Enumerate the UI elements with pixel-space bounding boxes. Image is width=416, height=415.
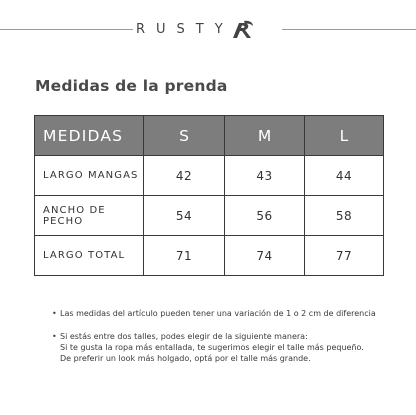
- cell-value: 54: [144, 196, 225, 236]
- cell-value: 77: [305, 236, 384, 276]
- cell-value: 42: [144, 156, 225, 196]
- brand-name: RUSTY: [136, 22, 234, 37]
- bullet-icon: •: [52, 309, 57, 318]
- table-header-row: [35, 116, 384, 156]
- column-header-size-m: M: [225, 116, 305, 156]
- cell-value: 43: [225, 156, 305, 196]
- cell-value: 71: [144, 236, 225, 276]
- column-header-size-s: S: [144, 116, 225, 156]
- bullet-icon: •: [52, 332, 57, 341]
- cell-value: 74: [225, 236, 305, 276]
- size-notes: [52, 308, 402, 376]
- header-rule-left: [0, 29, 133, 30]
- cell-value: 44: [305, 156, 384, 196]
- column-header-measures: MEDIDAS: [35, 116, 144, 156]
- cell-value: 56: [225, 196, 305, 236]
- section-title: Medidas de la prenda: [35, 77, 228, 95]
- rusty-r-logo-icon: [230, 20, 254, 40]
- note-text: De preferir un look más holgado, optá por el talle más grande.: [60, 354, 311, 363]
- table-row-chest-width: [35, 196, 384, 236]
- table-row-total-length: [35, 236, 384, 276]
- note-text: Las medidas del artículo pueden tener una variación de 1 o 2 cm de diferencia: [60, 309, 376, 318]
- note-text: Si te gusta la ropa más entallada, te sugerimos elegir el talle más pequeño.: [60, 343, 364, 352]
- cell-value: 58: [305, 196, 384, 236]
- header-rule-right: [282, 29, 416, 30]
- note-size-advice: [52, 331, 402, 364]
- row-label: LARGO TOTAL: [35, 236, 144, 276]
- note-variation: [52, 308, 402, 319]
- size-chart-table: [34, 115, 384, 276]
- note-text: Si estás entre dos talles, podes elegir de la siguiente manera:: [60, 332, 308, 341]
- row-label: ANCHO DE PECHO: [35, 196, 144, 236]
- column-header-size-l: L: [305, 116, 384, 156]
- table-row-sleeve-length: [35, 156, 384, 196]
- brand-header: [136, 19, 280, 41]
- row-label: LARGO MANGAS: [35, 156, 144, 196]
